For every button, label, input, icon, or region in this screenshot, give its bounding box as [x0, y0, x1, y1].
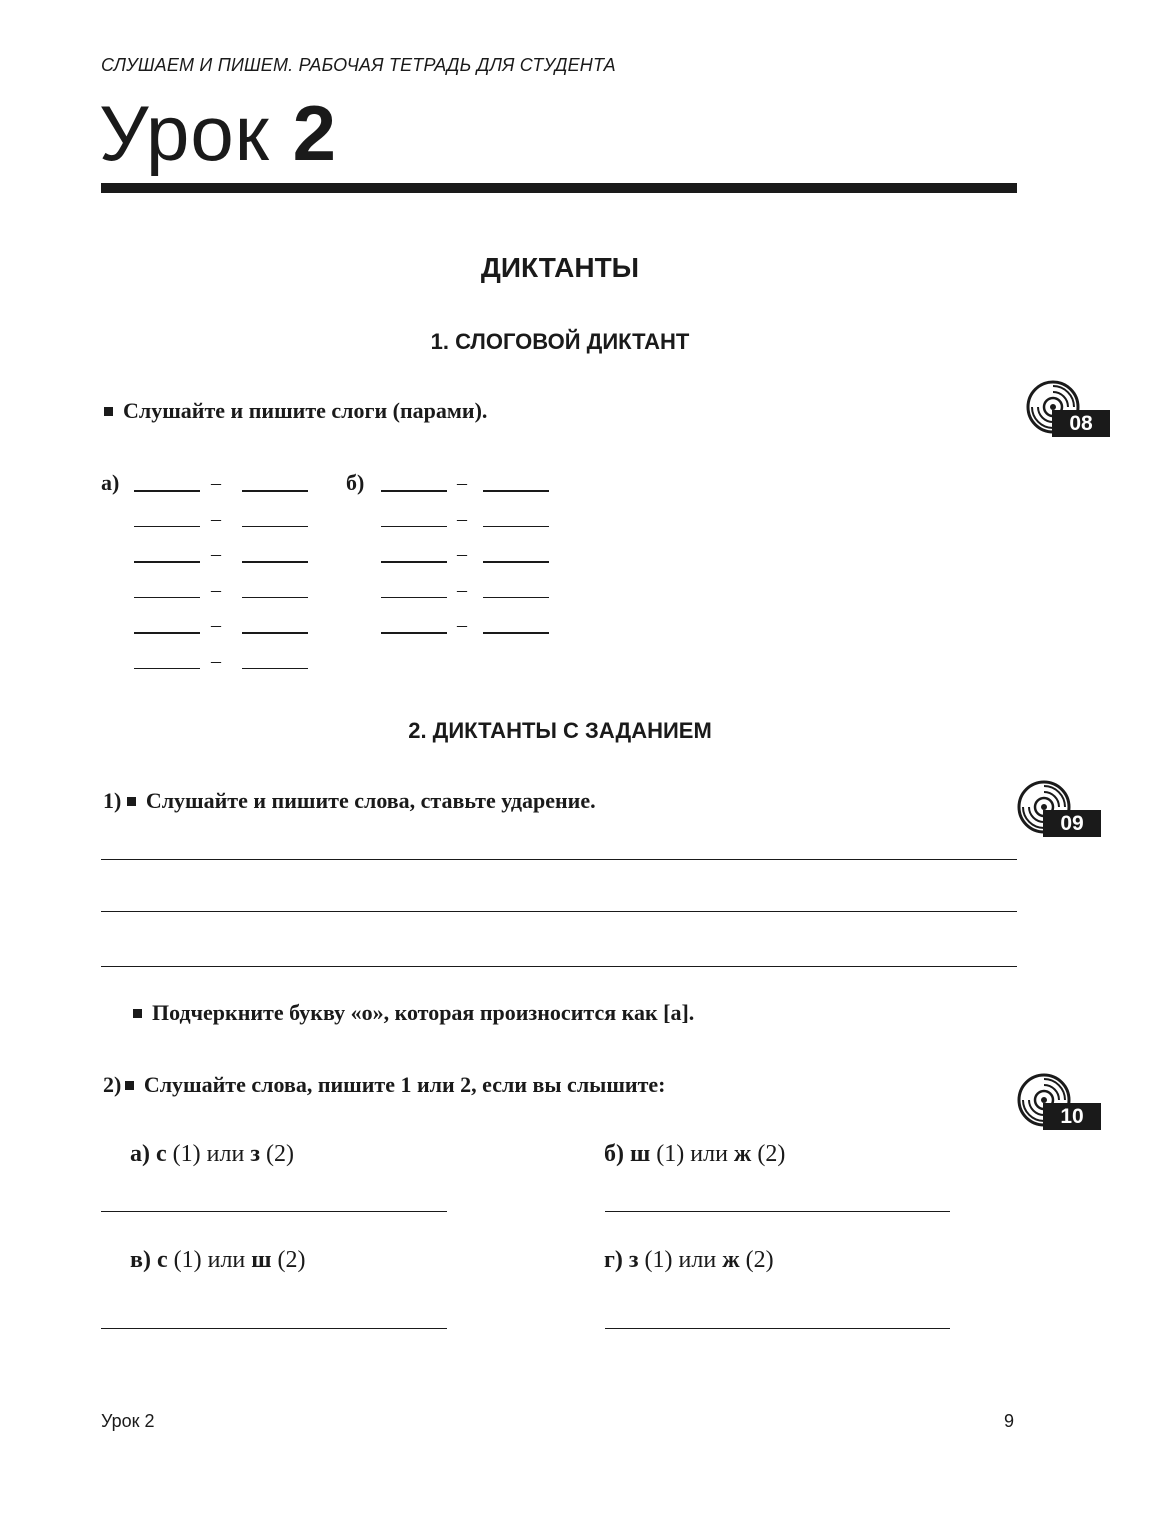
syllable-blank[interactable]: [242, 526, 308, 528]
square-bullet-icon: [104, 407, 113, 416]
option-number: (1): [173, 1247, 202, 1273]
answer-line-b[interactable]: [605, 1211, 950, 1212]
syllable-blank[interactable]: [242, 597, 308, 599]
page-number: 9: [1004, 1411, 1015, 1431]
task2-number: 2): [103, 1072, 122, 1097]
option-or: или: [206, 1141, 245, 1167]
option-number: (2): [277, 1247, 306, 1273]
syllable-blank[interactable]: [134, 668, 200, 670]
syllable-blank[interactable]: [483, 561, 549, 563]
option-g: [604, 1247, 774, 1274]
title-rule: [101, 183, 1017, 193]
track-number: 08: [1052, 410, 1110, 437]
syllable-blank[interactable]: [242, 632, 308, 634]
syllable-blank[interactable]: [483, 632, 549, 634]
pair-dash: –: [457, 472, 467, 494]
answer-line-g[interactable]: [605, 1328, 950, 1329]
option-number: (2): [745, 1247, 774, 1273]
option-letter: ж: [722, 1247, 740, 1273]
pair-dash: –: [211, 543, 221, 565]
option-a: [130, 1141, 294, 1168]
syllable-blank[interactable]: [483, 490, 549, 492]
track-10-button[interactable]: [1017, 1073, 1101, 1131]
option-number: (2): [757, 1141, 786, 1167]
option-letter: ш: [630, 1141, 651, 1167]
section-title: ДИКТАНТЫ: [480, 252, 640, 283]
option-b: [604, 1141, 785, 1168]
option-letter: ш: [251, 1247, 272, 1273]
answer-line[interactable]: [101, 859, 1017, 860]
syllable-blank[interactable]: [483, 526, 549, 528]
task2-instruction-text: Слушайте слова, пишите 1 или 2, если вы слышите:: [143, 1072, 666, 1097]
pair-dash: –: [457, 614, 467, 636]
task1-number: 1): [103, 788, 122, 813]
option-or: или: [690, 1141, 728, 1167]
pair-dash: –: [211, 649, 221, 672]
answer-line-v[interactable]: [101, 1328, 447, 1329]
track-08-button[interactable]: [1026, 380, 1110, 438]
option-or: или: [207, 1247, 246, 1273]
syllable-blank[interactable]: [381, 632, 447, 634]
footer-lesson: Урок 2: [101, 1411, 155, 1431]
task1-sub-instruction: [133, 1000, 694, 1026]
syllable-blank[interactable]: [134, 597, 200, 599]
track-number: 09: [1043, 810, 1101, 837]
syllable-blank[interactable]: [242, 490, 308, 492]
square-bullet-icon: [125, 1081, 134, 1090]
option-number: (1): [656, 1141, 685, 1167]
syllable-blank[interactable]: [134, 490, 200, 492]
syllable-blank[interactable]: [242, 668, 308, 670]
option-label: г): [604, 1247, 623, 1273]
answer-line-a[interactable]: [101, 1211, 447, 1212]
task1-instruction-text: Слушайте и пишите слова, ставьте ударение.: [145, 788, 596, 813]
group-label: а): [101, 470, 120, 495]
option-label: а): [130, 1141, 150, 1167]
running-header: СЛУШАЕМ И ПИШЕМ. РАБОЧАЯ ТЕТРАДЬ ДЛЯ СТУДЕНТА: [101, 55, 616, 75]
option-or: или: [678, 1247, 717, 1273]
pair-dash: –: [211, 507, 221, 530]
syllable-blank[interactable]: [134, 561, 200, 563]
option-number: (1): [172, 1141, 201, 1167]
option-v: [130, 1247, 306, 1274]
lesson-number: 2: [292, 89, 337, 177]
pair-dash: –: [211, 578, 221, 601]
syllable-blank[interactable]: [242, 561, 308, 563]
syllable-blank[interactable]: [381, 490, 447, 492]
option-letter: с: [156, 1141, 167, 1167]
part1-instruction: [104, 398, 487, 424]
pair-dash: –: [457, 543, 467, 565]
pair-dash: –: [457, 507, 467, 530]
part2-heading: 2. ДИКТАНТЫ С ЗАДАНИЕМ: [408, 718, 712, 743]
pair-dash: –: [211, 614, 221, 636]
option-letter: с: [156, 1247, 168, 1273]
square-bullet-icon: [127, 797, 136, 806]
track-09-button[interactable]: [1017, 780, 1101, 838]
square-bullet-icon: [133, 1009, 142, 1018]
option-label: в): [130, 1247, 151, 1273]
part1-instruction-text: Слушайте и пишите слоги (парами).: [123, 398, 488, 423]
option-number: (1): [644, 1247, 673, 1273]
syllable-blank[interactable]: [381, 561, 447, 563]
syllable-blank[interactable]: [381, 526, 447, 528]
answer-line[interactable]: [101, 911, 1017, 912]
syllable-blank[interactable]: [483, 597, 549, 599]
syllable-blank[interactable]: [134, 632, 200, 634]
task1-instruction: [103, 788, 596, 814]
lesson-word: Урок: [99, 89, 270, 177]
option-letter: з: [628, 1247, 639, 1273]
syllable-blank[interactable]: [134, 526, 200, 528]
part1-heading: 1. СЛОГОВОЙ ДИКТАНТ: [430, 329, 690, 354]
syllable-blank[interactable]: [381, 597, 447, 599]
lesson-title: [99, 88, 337, 178]
group-label: б): [346, 470, 365, 495]
pair-dash: –: [211, 472, 221, 494]
option-number: (2): [265, 1141, 294, 1167]
task2-instruction: [103, 1072, 666, 1098]
option-letter: з: [250, 1141, 260, 1167]
option-label: б): [604, 1141, 624, 1167]
pair-dash: –: [457, 578, 467, 601]
answer-line[interactable]: [101, 966, 1017, 967]
track-number: 10: [1043, 1103, 1101, 1130]
task1-sub-instruction-text: Подчеркните букву «о», которая произносится как [а].: [152, 1000, 695, 1025]
option-letter: ж: [733, 1141, 752, 1167]
